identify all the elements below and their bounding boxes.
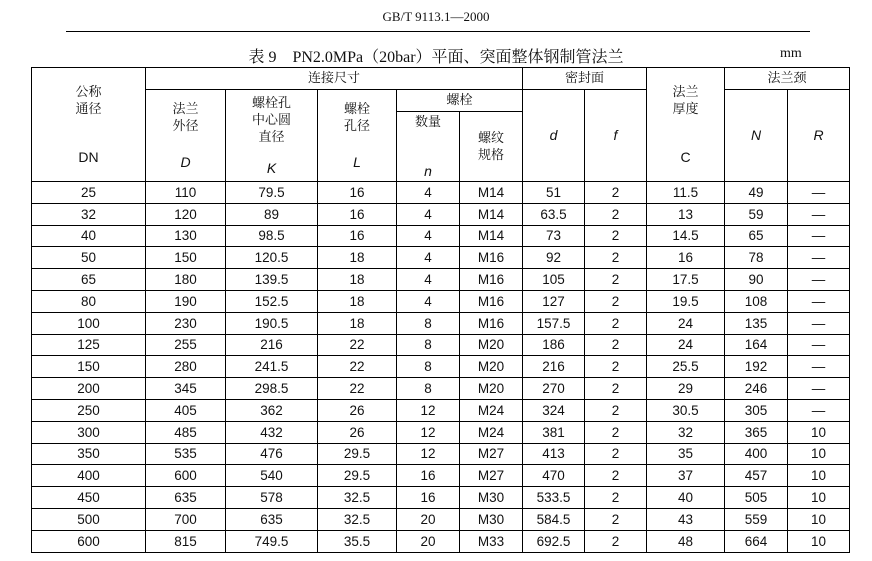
cell-c: 25.5 bbox=[647, 356, 725, 378]
cell-l: 18 bbox=[318, 247, 397, 269]
cell-n: 192 bbox=[725, 356, 788, 378]
cell-d: 324 bbox=[523, 399, 585, 421]
cell-n: 12 bbox=[397, 421, 460, 443]
cell-n: 20 bbox=[397, 508, 460, 530]
unit-label: mm bbox=[780, 46, 802, 61]
running-header: GB/T 9113.1—2000 bbox=[382, 9, 490, 24]
cell-k: 152.5 bbox=[226, 290, 318, 312]
cell-d: 270 bbox=[523, 378, 585, 400]
cell-dn: 40 bbox=[32, 225, 146, 247]
cell-c: 32 bbox=[647, 421, 725, 443]
cell-r: 10 bbox=[788, 443, 850, 465]
cell-k: 540 bbox=[226, 465, 318, 487]
cell-c: 17.5 bbox=[647, 269, 725, 291]
cell-thread: M27 bbox=[460, 443, 523, 465]
cell-l: 29.5 bbox=[318, 443, 397, 465]
cell-dn: 500 bbox=[32, 508, 146, 530]
cell-k: 635 bbox=[226, 508, 318, 530]
cell-d: 470 bbox=[523, 465, 585, 487]
cell-c: 13 bbox=[647, 203, 725, 225]
cell-k: 362 bbox=[226, 399, 318, 421]
cell-dn: 50 bbox=[32, 247, 146, 269]
table-row bbox=[32, 487, 850, 509]
cell-thread: M30 bbox=[460, 508, 523, 530]
cell-f: 2 bbox=[585, 182, 647, 204]
cell-n: 78 bbox=[725, 247, 788, 269]
neck-n-symbol: N bbox=[750, 127, 762, 143]
cell-f: 2 bbox=[585, 334, 647, 356]
cell-n: 505 bbox=[725, 487, 788, 509]
table-row bbox=[32, 247, 850, 269]
cell-c: 19.5 bbox=[647, 290, 725, 312]
cell-l: 22 bbox=[318, 378, 397, 400]
cell-n: 664 bbox=[725, 530, 788, 552]
cell-d: 533.5 bbox=[523, 487, 585, 509]
cell-d: 110 bbox=[146, 182, 226, 204]
bolt-qty-label: 数量 bbox=[414, 114, 441, 130]
cell-n: 16 bbox=[397, 487, 460, 509]
col-bolt-circle bbox=[226, 90, 318, 182]
cell-n: 16 bbox=[397, 465, 460, 487]
cell-thread: M14 bbox=[460, 203, 523, 225]
cell-n: 4 bbox=[397, 225, 460, 247]
cell-f: 2 bbox=[585, 203, 647, 225]
cell-f: 2 bbox=[585, 269, 647, 291]
table-row bbox=[32, 269, 850, 291]
cell-d: 584.5 bbox=[523, 508, 585, 530]
cell-d: 150 bbox=[146, 247, 226, 269]
cell-thread: M14 bbox=[460, 225, 523, 247]
table-row bbox=[32, 356, 850, 378]
cell-n: 65 bbox=[725, 225, 788, 247]
cell-c: 24 bbox=[647, 334, 725, 356]
thickness-label: 法兰 厚度 bbox=[672, 84, 699, 117]
nominal-size-symbol: DN bbox=[78, 148, 99, 165]
cell-thread: M16 bbox=[460, 312, 523, 334]
cell-d: 216 bbox=[523, 356, 585, 378]
cell-n: 559 bbox=[725, 508, 788, 530]
cell-thread: M16 bbox=[460, 269, 523, 291]
cell-f: 2 bbox=[585, 290, 647, 312]
neck-r-symbol: R bbox=[813, 127, 824, 143]
table-row bbox=[32, 443, 850, 465]
cell-c: 11.5 bbox=[647, 182, 725, 204]
cell-d: 345 bbox=[146, 378, 226, 400]
cell-thread: M27 bbox=[460, 465, 523, 487]
cell-n: 108 bbox=[725, 290, 788, 312]
cell-dn: 600 bbox=[32, 530, 146, 552]
col-seal-f bbox=[585, 90, 647, 182]
group-flange-neck: 法兰颈 bbox=[725, 68, 850, 90]
cell-l: 32.5 bbox=[318, 508, 397, 530]
col-bolt-hole bbox=[318, 90, 397, 182]
cell-n: 12 bbox=[397, 399, 460, 421]
cell-n: 135 bbox=[725, 312, 788, 334]
group-bolts: 螺栓 bbox=[397, 90, 523, 112]
cell-r: — bbox=[788, 182, 850, 204]
cell-c: 40 bbox=[647, 487, 725, 509]
header-rule bbox=[66, 31, 810, 32]
table-row bbox=[32, 465, 850, 487]
cell-d: 692.5 bbox=[523, 530, 585, 552]
cell-c: 24 bbox=[647, 312, 725, 334]
cell-n: 4 bbox=[397, 247, 460, 269]
table-header bbox=[32, 68, 850, 182]
cell-l: 29.5 bbox=[318, 465, 397, 487]
cell-thread: M33 bbox=[460, 530, 523, 552]
cell-n: 400 bbox=[725, 443, 788, 465]
cell-l: 35.5 bbox=[318, 530, 397, 552]
bolt-qty-symbol: n bbox=[424, 162, 432, 179]
bolt-circle-symbol: K bbox=[266, 159, 277, 176]
table-row bbox=[32, 312, 850, 334]
cell-d: 120 bbox=[146, 203, 226, 225]
col-neck-r bbox=[788, 90, 850, 182]
cell-k: 79.5 bbox=[226, 182, 318, 204]
col-neck-n bbox=[725, 90, 788, 182]
cell-d: 255 bbox=[146, 334, 226, 356]
cell-n: 4 bbox=[397, 203, 460, 225]
flange-dimensions-table bbox=[31, 67, 850, 553]
group-sealing-face: 密封面 bbox=[523, 68, 647, 90]
cell-r: 10 bbox=[788, 487, 850, 509]
cell-d: 73 bbox=[523, 225, 585, 247]
cell-dn: 350 bbox=[32, 443, 146, 465]
cell-f: 2 bbox=[585, 312, 647, 334]
cell-l: 18 bbox=[318, 290, 397, 312]
cell-c: 48 bbox=[647, 530, 725, 552]
table-row bbox=[32, 182, 850, 204]
cell-c: 35 bbox=[647, 443, 725, 465]
cell-r: 10 bbox=[788, 530, 850, 552]
thickness-symbol: C bbox=[680, 148, 691, 165]
cell-d: 180 bbox=[146, 269, 226, 291]
cell-k: 749.5 bbox=[226, 530, 318, 552]
cell-d: 51 bbox=[523, 182, 585, 204]
table-row bbox=[32, 508, 850, 530]
cell-n: 12 bbox=[397, 443, 460, 465]
col-thread bbox=[460, 112, 523, 182]
cell-r: — bbox=[788, 247, 850, 269]
bolt-circle-label: 螺栓孔 中心圆 直径 bbox=[251, 95, 291, 145]
seal-f-symbol: f bbox=[613, 127, 618, 143]
cell-f: 2 bbox=[585, 508, 647, 530]
cell-dn: 450 bbox=[32, 487, 146, 509]
cell-n: 365 bbox=[725, 421, 788, 443]
cell-k: 98.5 bbox=[226, 225, 318, 247]
table-row bbox=[32, 421, 850, 443]
cell-d: 413 bbox=[523, 443, 585, 465]
cell-f: 2 bbox=[585, 443, 647, 465]
cell-dn: 125 bbox=[32, 334, 146, 356]
cell-l: 16 bbox=[318, 182, 397, 204]
cell-f: 2 bbox=[585, 247, 647, 269]
table-row bbox=[32, 334, 850, 356]
cell-thread: M20 bbox=[460, 356, 523, 378]
cell-c: 43 bbox=[647, 508, 725, 530]
cell-d: 600 bbox=[146, 465, 226, 487]
cell-k: 216 bbox=[226, 334, 318, 356]
cell-n: 8 bbox=[397, 356, 460, 378]
cell-k: 241.5 bbox=[226, 356, 318, 378]
table-row bbox=[32, 203, 850, 225]
cell-thread: M24 bbox=[460, 399, 523, 421]
col-nominal-size bbox=[32, 68, 146, 182]
seal-d-symbol: d bbox=[549, 127, 558, 143]
cell-d: 127 bbox=[523, 290, 585, 312]
cell-f: 2 bbox=[585, 378, 647, 400]
table-row bbox=[32, 399, 850, 421]
table-caption: 表 9 PN2.0MPa（20bar）平面、突面整体钢制管法兰 bbox=[248, 49, 624, 66]
cell-thread: M20 bbox=[460, 378, 523, 400]
cell-f: 2 bbox=[585, 421, 647, 443]
cell-n: 4 bbox=[397, 269, 460, 291]
cell-d: 157.5 bbox=[523, 312, 585, 334]
col-bolt-qty bbox=[397, 112, 460, 182]
cell-k: 120.5 bbox=[226, 247, 318, 269]
cell-d: 105 bbox=[523, 269, 585, 291]
cell-d: 700 bbox=[146, 508, 226, 530]
cell-n: 4 bbox=[397, 182, 460, 204]
cell-d: 635 bbox=[146, 487, 226, 509]
cell-d: 92 bbox=[523, 247, 585, 269]
cell-thread: M16 bbox=[460, 290, 523, 312]
table-row bbox=[32, 290, 850, 312]
cell-dn: 250 bbox=[32, 399, 146, 421]
cell-k: 432 bbox=[226, 421, 318, 443]
cell-l: 22 bbox=[318, 356, 397, 378]
cell-dn: 150 bbox=[32, 356, 146, 378]
cell-c: 16 bbox=[647, 247, 725, 269]
cell-k: 578 bbox=[226, 487, 318, 509]
cell-dn: 32 bbox=[32, 203, 146, 225]
col-thickness bbox=[647, 68, 725, 182]
cell-thread: M24 bbox=[460, 421, 523, 443]
cell-r: — bbox=[788, 312, 850, 334]
cell-c: 14.5 bbox=[647, 225, 725, 247]
cell-l: 18 bbox=[318, 312, 397, 334]
cell-thread: M16 bbox=[460, 247, 523, 269]
flange-od-symbol: D bbox=[180, 153, 191, 170]
cell-r: — bbox=[788, 378, 850, 400]
cell-dn: 25 bbox=[32, 182, 146, 204]
cell-k: 89 bbox=[226, 203, 318, 225]
cell-n: 8 bbox=[397, 334, 460, 356]
cell-r: — bbox=[788, 290, 850, 312]
cell-thread: M20 bbox=[460, 334, 523, 356]
cell-l: 26 bbox=[318, 421, 397, 443]
cell-dn: 80 bbox=[32, 290, 146, 312]
cell-r: — bbox=[788, 334, 850, 356]
cell-f: 2 bbox=[585, 487, 647, 509]
col-flange-od bbox=[146, 90, 226, 182]
cell-c: 37 bbox=[647, 465, 725, 487]
cell-d: 280 bbox=[146, 356, 226, 378]
table-body bbox=[32, 182, 850, 553]
cell-dn: 400 bbox=[32, 465, 146, 487]
cell-dn: 200 bbox=[32, 378, 146, 400]
cell-n: 90 bbox=[725, 269, 788, 291]
cell-d: 230 bbox=[146, 312, 226, 334]
cell-dn: 100 bbox=[32, 312, 146, 334]
cell-r: — bbox=[788, 203, 850, 225]
cell-d: 190 bbox=[146, 290, 226, 312]
cell-n: 457 bbox=[725, 465, 788, 487]
nominal-size-label: 公称 通径 bbox=[75, 84, 102, 117]
group-connection-dims: 连接尺寸 bbox=[146, 68, 523, 90]
cell-n: 8 bbox=[397, 378, 460, 400]
cell-n: 4 bbox=[397, 290, 460, 312]
cell-d: 186 bbox=[523, 334, 585, 356]
cell-n: 8 bbox=[397, 312, 460, 334]
table-row bbox=[32, 530, 850, 552]
cell-k: 139.5 bbox=[226, 269, 318, 291]
cell-thread: M14 bbox=[460, 182, 523, 204]
cell-r: 10 bbox=[788, 421, 850, 443]
thread-label: 螺纹 规格 bbox=[477, 130, 504, 163]
cell-d: 485 bbox=[146, 421, 226, 443]
cell-l: 16 bbox=[318, 203, 397, 225]
cell-l: 26 bbox=[318, 399, 397, 421]
bolt-hole-label: 螺栓 孔径 bbox=[343, 101, 370, 134]
flange-od-label: 法兰 外径 bbox=[172, 101, 199, 134]
cell-r: — bbox=[788, 225, 850, 247]
cell-f: 2 bbox=[585, 530, 647, 552]
cell-k: 190.5 bbox=[226, 312, 318, 334]
cell-d: 815 bbox=[146, 530, 226, 552]
cell-k: 298.5 bbox=[226, 378, 318, 400]
cell-n: 49 bbox=[725, 182, 788, 204]
cell-c: 30.5 bbox=[647, 399, 725, 421]
cell-n: 246 bbox=[725, 378, 788, 400]
cell-f: 2 bbox=[585, 225, 647, 247]
cell-r: 10 bbox=[788, 508, 850, 530]
cell-thread: M30 bbox=[460, 487, 523, 509]
cell-dn: 300 bbox=[32, 421, 146, 443]
cell-l: 16 bbox=[318, 225, 397, 247]
cell-n: 305 bbox=[725, 399, 788, 421]
cell-c: 29 bbox=[647, 378, 725, 400]
cell-f: 2 bbox=[585, 465, 647, 487]
cell-r: 10 bbox=[788, 465, 850, 487]
table-row bbox=[32, 378, 850, 400]
table-row bbox=[32, 225, 850, 247]
cell-dn: 65 bbox=[32, 269, 146, 291]
cell-l: 32.5 bbox=[318, 487, 397, 509]
cell-d: 130 bbox=[146, 225, 226, 247]
cell-d: 405 bbox=[146, 399, 226, 421]
cell-n: 20 bbox=[397, 530, 460, 552]
bolt-hole-symbol: L bbox=[353, 153, 361, 170]
cell-f: 2 bbox=[585, 356, 647, 378]
cell-r: — bbox=[788, 356, 850, 378]
cell-d: 381 bbox=[523, 421, 585, 443]
cell-f: 2 bbox=[585, 399, 647, 421]
col-seal-d bbox=[523, 90, 585, 182]
cell-d: 535 bbox=[146, 443, 226, 465]
cell-l: 18 bbox=[318, 269, 397, 291]
cell-r: — bbox=[788, 399, 850, 421]
cell-l: 22 bbox=[318, 334, 397, 356]
cell-n: 59 bbox=[725, 203, 788, 225]
cell-d: 63.5 bbox=[523, 203, 585, 225]
cell-k: 476 bbox=[226, 443, 318, 465]
cell-n: 164 bbox=[725, 334, 788, 356]
cell-r: — bbox=[788, 269, 850, 291]
